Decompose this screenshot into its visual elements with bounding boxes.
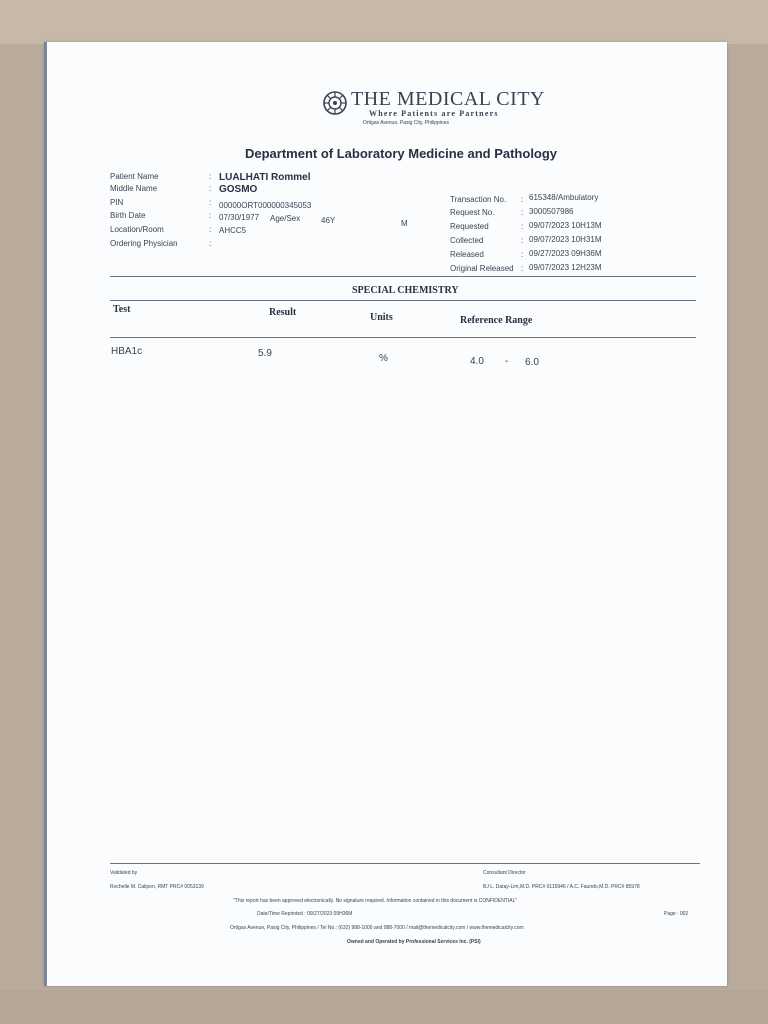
logo-address: Ortigas Avenue, Pasig City, Philippines	[363, 120, 449, 126]
divider-line	[110, 300, 696, 301]
department-title: Department of Laboratory Medicine and Pathology	[245, 146, 558, 161]
colon: :	[209, 225, 212, 234]
reference-high: 6.0	[525, 357, 539, 368]
medical-city-logo-icon	[322, 90, 348, 116]
background-bottom	[0, 990, 768, 1024]
age-value: 46Y	[321, 216, 336, 225]
location-label: Location/Room	[110, 225, 164, 234]
result-test-name: HBA1c	[111, 346, 143, 357]
colon: :	[209, 172, 212, 181]
colon: :	[209, 184, 212, 193]
released-value: 09/27/2023 09H36M	[529, 249, 602, 258]
footer-divider	[110, 863, 700, 864]
colon: :	[521, 236, 524, 245]
owner-info: Owned and Operated by Professional Services Inc. (PSI)	[347, 939, 481, 945]
requested-label: Requested	[450, 222, 489, 231]
colon: :	[521, 222, 524, 231]
middle-name-label: Middle Name	[110, 184, 158, 193]
confidential-notice: "This report has been approved electronically. No signature required. Information contained in this document is CONFIDENTIAL"	[233, 898, 518, 904]
colon: :	[521, 250, 524, 259]
collected-label: Collected	[450, 236, 484, 245]
reference-separator: -	[505, 356, 509, 367]
consultant-director-label: Consultant Director	[483, 870, 526, 876]
request-no-label: Request No.	[450, 208, 495, 217]
sex-value: M	[401, 219, 408, 228]
colon: :	[521, 208, 524, 217]
column-header-reference-range: Reference Range	[460, 315, 533, 326]
section-title: SPECIAL CHEMISTRY	[352, 285, 459, 296]
logo-tagline: Where Patients are Partners	[369, 109, 499, 118]
released-label: Released	[450, 250, 484, 259]
location-value: AHCC5	[219, 226, 247, 235]
patient-name-value: LUALHATI Rommel	[219, 172, 311, 183]
result-value: 5.9	[258, 348, 272, 359]
birth-date-value: 07/30/1977	[219, 213, 260, 222]
column-header-result: Result	[269, 307, 297, 318]
consultant-director-names: BJ L. Datay-Lim,M.D. PRC# 0115946 / A.C. Faundo,M.D. PRC# 85978	[483, 884, 640, 890]
colon: :	[209, 211, 212, 220]
pin-label: PIN	[110, 198, 124, 207]
original-released-value: 09/07/2023 12H23M	[529, 263, 602, 272]
ordering-physician-label: Ordering Physician	[110, 239, 178, 248]
original-released-label: Original Released	[450, 264, 514, 273]
birth-date-label: Birth Date	[110, 211, 146, 220]
age-sex-label: Age/Sex	[270, 214, 301, 223]
lab-report-page	[44, 42, 727, 986]
validated-by-name: Rochelle M. Calipon, RMT PRC# 0053139	[110, 884, 204, 890]
colon: :	[209, 239, 212, 248]
colon: :	[521, 195, 524, 204]
middle-name-value: GOSMO	[219, 184, 258, 195]
transaction-label: Transaction No.	[450, 195, 507, 204]
reprint-datetime: Date/Time Reprinted : 09/27/2023 09H36M	[257, 911, 353, 917]
logo-text: THE MEDICAL CITY	[351, 88, 545, 110]
divider-line	[110, 276, 696, 277]
reference-low: 4.0	[470, 356, 484, 367]
requested-value: 09/07/2023 10H13M	[529, 221, 602, 230]
patient-name-label: Patient Name	[110, 172, 159, 181]
result-units: %	[379, 353, 388, 364]
page-number: Page : 002	[664, 911, 689, 917]
validated-by-label: Validated by	[110, 870, 138, 876]
transaction-value: 615348/Ambulatory	[529, 193, 599, 202]
colon: :	[209, 198, 212, 207]
divider-line	[110, 337, 696, 338]
pin-value: 00000ORT000000345053	[219, 201, 312, 210]
contact-info: Ortigas Avenue, Pasig City, Philippines / Tel No.: (632) 988-1000 and 988-7000 / mail@themedicalcity.com / www.themedicalcity.com	[230, 925, 524, 931]
request-no-value: 3000507986	[529, 207, 574, 216]
background-top	[0, 0, 768, 44]
colon: :	[521, 264, 524, 273]
column-header-units: Units	[370, 312, 393, 323]
column-header-test: Test	[113, 304, 131, 315]
collected-value: 09/07/2023 10H31M	[529, 235, 602, 244]
